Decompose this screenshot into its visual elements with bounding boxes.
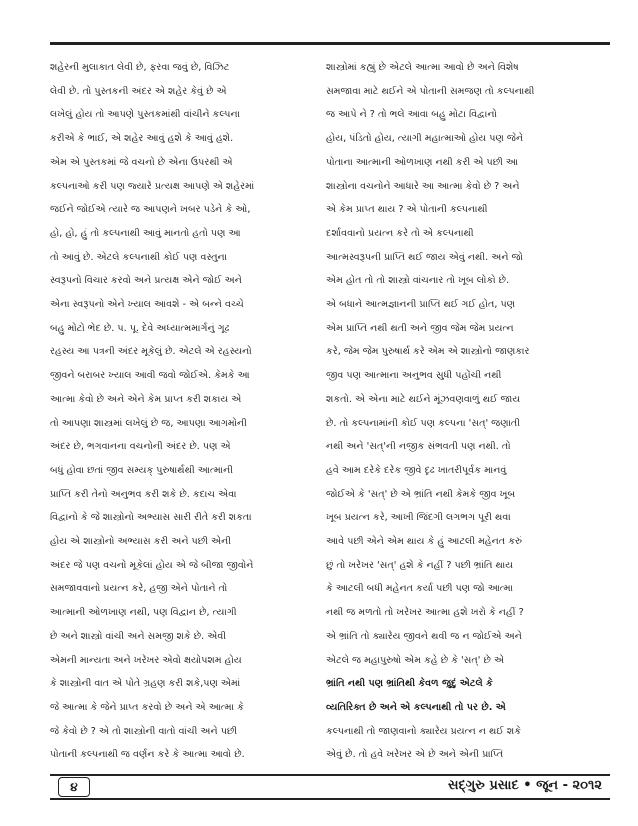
text-line: આવે પછી એને એમ થાય કે હું આટલી મહેનત કરું bbox=[326, 536, 523, 548]
page-footer bbox=[50, 774, 610, 800]
text-line: તો આપણા શાસ્ત્રમાં લખેલું છે જ, આપણા આગમોની bbox=[50, 417, 247, 429]
text-line: લેવી છે. તો પુસ્તકની અંદર એ શહેર કેવું છે એ bbox=[50, 85, 227, 97]
text-line: આત્મસ્વરૂપની પ્રાપ્તિ થઈ જાય એવું નથી. અને જો bbox=[326, 251, 524, 263]
text-line: એ કેમ પ્રાપ્ત થાય ? એ પોતાની કલ્પનાથી bbox=[326, 204, 488, 216]
text-line: કલ્પનાઓ કરી પણ જ્યારે પ્રત્યક્ષ આપણે એ શહેરમાં bbox=[50, 180, 255, 192]
text-line: જીવ પણ આત્માના અનુભવ સુધી પહોંચી નથી bbox=[326, 370, 502, 382]
text-line: સમજાવા માટે થઈને એ પોતાની સમજણ તો કલ્પનાથી bbox=[326, 85, 535, 97]
text-line: હોય, પંડિતો હોય, ત્યાગી મહાત્માઓ હોય પણ જેને bbox=[326, 133, 524, 145]
text-line: એમ હોત તો તો શાસ્ત્રો વાંચનાર તો ખૂબ લોકો છે. bbox=[326, 275, 510, 287]
text-line: કરીએ કે ભાઈ, એ શહેર આવું હશે કે આવું હશે. bbox=[50, 133, 234, 145]
text-line: આત્માની ઓળખાણ નથી, પણ વિદ્વાન છે, ત્યાગી bbox=[50, 607, 237, 619]
text-line: સમજાવવાનો પ્રયત્ન કરે, હજી એને પોતાને તો bbox=[50, 583, 228, 595]
text-line: જ આપે ને ? તો ભલે આવા બહુ મોટા વિદ્વાનો bbox=[326, 109, 497, 121]
text-line: ખૂબ પ્રયત્ન કરે, આખી જિંદગી લગભગ પૂરી થવા bbox=[326, 512, 511, 524]
text-line: એમ એ પુસ્તકમાં જે વચનો છે એના ઉપરથી એ bbox=[50, 156, 233, 168]
text-line: કે આટલી બધી મહેનત કર્યા પછી પણ જો આત્મા bbox=[326, 583, 514, 595]
text-line: બહુ મોટો ભેદ છે. પ. પૂ. દેવે અધ્યાત્મમાર્ગનું ગૂઢ bbox=[50, 322, 230, 334]
text-line: દર્શાવવાનો પ્રયત્ન કરે તો એ કલ્પનાથી bbox=[326, 227, 474, 239]
text-line: શકતો. એ એના માટે થઈને મૂંઝવણવાળું થઈ જાય bbox=[326, 393, 521, 405]
text-line: અંદર જે પણ વચનો મૂકેલાં હોય એ જે બીજા જીવોને bbox=[50, 559, 254, 571]
text-line: એમની માન્યતા અને ખરેખર એવો ક્ષયોપશમ હોય bbox=[50, 654, 242, 666]
left-column bbox=[50, 56, 316, 767]
text-line: રહસ્ય આ પત્રની અંદર મૂકેલું છે. એટલે એ રહસ્યનો bbox=[50, 346, 252, 358]
text-line: કલ્પનાથી તો જાણવાનો ક્યારેય પ્રયત્ન ન થઈ શકે bbox=[326, 725, 522, 737]
text-line: એમ પ્રાપ્તિ નથી થતી અને જીવ જેમ જેમ પ્રયત્ન bbox=[326, 322, 514, 334]
text-line: પ્રાપ્તિ કરી તેનો અનુભવ કરી શકે છે. કદાચ એવા bbox=[50, 488, 237, 500]
text-line: જઈને જોઈએ ત્યારે જ આપણને ખબર પડેને કે ઓ, bbox=[50, 204, 251, 216]
text-line: જોઈએ કે 'સત્' છે એ ભ્રાંતિ નથી કેમકે જીવ ખૂબ bbox=[326, 488, 516, 500]
text-line: પોતાના આત્માની ઓળખાણ નથી કરી એ પછી આ bbox=[326, 156, 519, 168]
text-line: કરે, જેમ જેમ પુરુષાર્થ કરે એમ એ શાસ્ત્રોનો જાણકાર bbox=[326, 346, 530, 358]
text-line: કે શાસ્ત્રોની વાત એ પોતે ગ્રહણ કરી શકે,પણ એમાં bbox=[50, 678, 241, 690]
text-line: જે કેવો છે ? એ તો શાસ્ત્રોની વાતો વાંચી અને પછી bbox=[50, 725, 238, 737]
text-line: નથી અને 'સત્'ની નજીક સંભવતી પણ નથી. તો bbox=[326, 441, 511, 453]
text-line: ભ્રાંતિ નથી પણ ભ્રાંતિથી કેવળ જુદું એટલે કે bbox=[326, 678, 493, 690]
text-line: શહેરની મુલાકાત લેવી છે, ફરવા જવું છે, વિઝિટ bbox=[50, 62, 230, 73]
text-line: છે. તો કલ્પનામાંની કોઈ પણ કલ્પના 'સત્' જણાતી bbox=[326, 417, 521, 429]
text-line: છું તો ખરેખર 'સત્' હશે કે નહીં ? પછી ભ્રાંતિ થાય bbox=[326, 559, 514, 571]
text-line: હોય એ શાસ્ત્રોનો અભ્યાસ કરી અને પછી એની bbox=[50, 536, 231, 548]
top-rule bbox=[50, 42, 610, 45]
text-line: બધું હોવા છતાં જીવ સમ્યક્ પુરુષાર્થથી આત્માની bbox=[50, 464, 233, 476]
text-line: એવું છે. તો હવે ખરેખર એ છે અને એની પ્રાપ્તિ bbox=[326, 749, 504, 761]
text-line: છે અને શાસ્ત્રો વાંચી અને સમજી શકે છે. એવી bbox=[50, 630, 227, 642]
text-line: જે આત્મા કે જેને પ્રાપ્ત કરવો છે અને એ આત્મા કે bbox=[50, 701, 244, 713]
text-line: એ બધાને આત્મજ્ઞાનની પ્રાપ્તિ થઈ ગઈ હોત, પણ bbox=[326, 299, 516, 311]
publication-title: સદ્‌ગુરુ પ્રસાદ • જૂન - ૨૦૧૨ bbox=[447, 778, 602, 793]
text-line: શાસ્ત્રોના વચનોને આધારે આ આત્મા કેવો છે ? અને bbox=[326, 180, 520, 192]
text-line: સ્વરૂપનો વિચાર કરવો અને પ્રત્યક્ષ એને જોઈ અને bbox=[50, 275, 242, 287]
text-line: નથી જ મળતો તો ખરેખર આત્મા હશે ખરો કે નહીં ? bbox=[326, 607, 524, 619]
text-line: તો આવું છે. એટલે કલ્પનાથી કોઈ પણ વસ્તુના bbox=[50, 251, 228, 263]
text-line: પોતાની કલ્પનાથી જ વર્ણન કરે કે આત્મા આવો છે. bbox=[50, 749, 245, 761]
text-line: હો, હો, હું તો કલ્પનાથી આવું માનતો હતો પણ આ bbox=[50, 227, 241, 239]
text-line: અંદર છે, ભગવાનના વચનોની અંદર છે. પણ એ bbox=[50, 441, 231, 453]
text-line: આત્મા કેવો છે અને એને કેમ પ્રાપ્ત કરી શકાય એ bbox=[50, 393, 242, 405]
text-line: વિદ્વાનો કે જે શાસ્ત્રોનો અભ્યાસ સારી રીતે કરી શકતા bbox=[50, 512, 252, 524]
text-line: એના સ્વરૂપનો એને ખ્યાલ આવશે - એ બન્ને વચ્ચે bbox=[50, 299, 244, 311]
text-line: હવે આમ દરેકે દરેક જીવે દૃઢ ખાતરીપૂર્વક માનવું bbox=[326, 464, 507, 476]
text-line: વ્યતિરિક્ત છે અને એ કલ્પનાથી તો પર છે. એ bbox=[326, 701, 506, 713]
right-column bbox=[326, 56, 596, 767]
text-line: એટલે જ મહાપુરુષો એમ કહે છે કે 'સત્' છે એ bbox=[326, 654, 505, 666]
text-line: શાસ્ત્રોમાં કહ્યું છે એટલે આત્મા આવો છે અને વિશેષ bbox=[326, 62, 519, 73]
text-line: એ ભ્રાંતિ તો ક્યારેય જીવને થવી જ ન જોઈએ અને bbox=[326, 630, 522, 642]
text-line: લખેલું હોય તો આપણે પુસ્તકમાંથી વાંચીને કલ્પના bbox=[50, 109, 241, 121]
text-line: જીવને બરાબર ખ્યાલ આવી જવો જોઈએ. કેમકે આ bbox=[50, 370, 250, 382]
page-number: ૪ bbox=[58, 777, 90, 797]
